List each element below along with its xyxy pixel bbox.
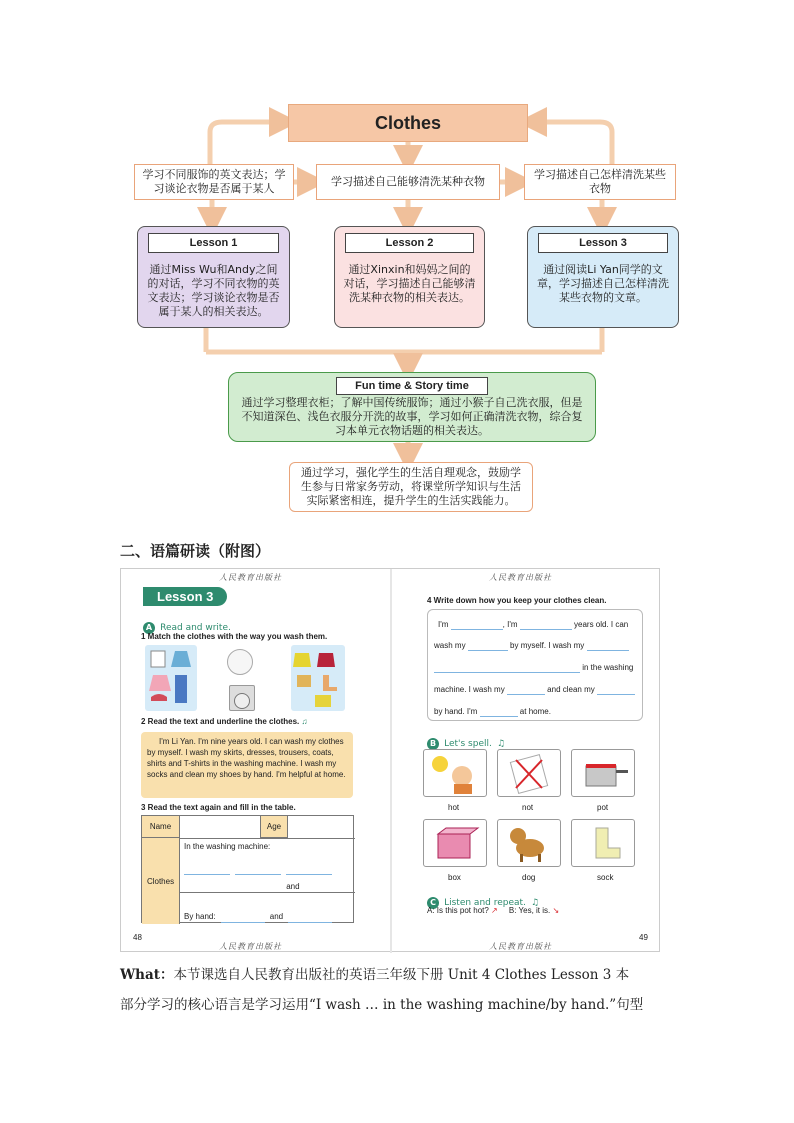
audio-icon-b: ♫ bbox=[496, 739, 506, 749]
page-number-left: 48 bbox=[133, 933, 142, 942]
write-wash-my: wash my bbox=[434, 641, 466, 650]
spell-word-box: box bbox=[448, 873, 461, 882]
table-age-header: Age bbox=[260, 816, 288, 838]
write-line-3 bbox=[434, 662, 633, 673]
socks-shoes-icon bbox=[291, 645, 345, 711]
write-box bbox=[427, 609, 643, 721]
table-machine-label: In the washing machine: bbox=[184, 842, 271, 851]
paragraph-line-2: 部分学习的核心语言是学习运用“I wash … in the washing machine/by hand.”句型 bbox=[120, 997, 644, 1013]
write-line-5 bbox=[434, 706, 551, 717]
question-1: 1 Match the clothes with the way you wash them. bbox=[141, 632, 328, 641]
lesson-3-head: Lesson 3 bbox=[538, 233, 668, 253]
textbook-spread bbox=[120, 568, 660, 952]
page-divider bbox=[390, 569, 392, 953]
clothes-picture-left bbox=[145, 645, 197, 711]
lesson-1-box bbox=[137, 226, 290, 328]
write-im-2: I'm bbox=[507, 620, 518, 629]
table-name-header: Name bbox=[142, 816, 180, 838]
write-years: years old. I can bbox=[574, 620, 629, 629]
table-machine-and: and bbox=[286, 882, 300, 891]
question-2-text: 2 Read the text and underline the clothes. bbox=[141, 717, 300, 726]
falling-intonation-icon: ↘ bbox=[552, 906, 560, 915]
section-b-badge: B bbox=[427, 738, 439, 750]
section-c-badge: C bbox=[427, 897, 439, 909]
write-line-1: I'm , I'm years old. I can bbox=[438, 620, 629, 629]
write-line-4 bbox=[434, 684, 635, 695]
sock-picture bbox=[571, 819, 635, 867]
table-clothes-header: Clothes bbox=[142, 838, 180, 924]
name-blank bbox=[186, 820, 256, 839]
not-picture bbox=[497, 749, 561, 797]
what-label: What： bbox=[120, 967, 174, 983]
write-at-home: at home. bbox=[519, 707, 551, 716]
publisher-mark-left-bottom: 人民教育出版社 bbox=[219, 942, 282, 951]
lesson-1-head: Lesson 1 bbox=[148, 233, 279, 253]
spell-word-dog: dog bbox=[522, 873, 536, 882]
machine-blanks-row-2 bbox=[184, 874, 351, 893]
paragraph-line-1 bbox=[120, 960, 676, 990]
fun-story-box bbox=[228, 372, 596, 442]
write-by-hand: by hand. I'm bbox=[434, 707, 478, 716]
audio-icon: ♫ bbox=[301, 717, 308, 726]
section-b-heading bbox=[427, 731, 505, 750]
table-hand-label: By hand: bbox=[184, 912, 216, 921]
hand-wash-icon bbox=[227, 649, 253, 675]
spell-word-hot: hot bbox=[448, 803, 460, 812]
lesson-3-text: 通过阅读Li Yan同学的文章，学习描述自己怎样清洗某些衣物的文章。 bbox=[537, 263, 669, 304]
washing-machine-icon bbox=[229, 685, 255, 711]
question-3: 3 Read the text again and fill in the table. bbox=[141, 803, 296, 812]
hand-row bbox=[184, 904, 332, 923]
section-a-badge: A bbox=[143, 622, 155, 634]
listen-b: B: Yes, it is. bbox=[508, 906, 551, 915]
mindmap-title: Clothes bbox=[288, 104, 528, 142]
publisher-mark-left: 人民教育出版社 bbox=[219, 573, 282, 582]
box-icon bbox=[424, 820, 486, 866]
dog-picture bbox=[497, 819, 561, 867]
lesson-2-text: 通过Xinxin和妈妈之间的对话，学习描述自己能够清洗某种衣物的相关表达。 bbox=[343, 263, 476, 304]
spell-word-sock: sock bbox=[597, 873, 614, 882]
reading-passage: I'm Li Yan. I'm nine years old. I can wash my clothes by myself. I wash my skirts, dresses, trousers, coats, shirts and T-shirts in the washing machine. I wash my socks and clean my shoes by hand. I'm helpful at home. bbox=[141, 732, 353, 798]
summary-box: 通过学习，强化学生的生活自理观念，鼓励学生参与日常家务劳动，将课堂所学知识与生活实际紧密相连，提升学生的生活实践能力。 bbox=[289, 462, 533, 512]
clothes-picture-right bbox=[291, 645, 345, 711]
hot-picture bbox=[423, 749, 487, 797]
age-blank bbox=[294, 820, 344, 839]
machine-blanks-row-1 bbox=[184, 856, 332, 875]
sun-boy-icon bbox=[424, 750, 486, 796]
listen-line bbox=[427, 906, 559, 915]
dress-shirt-icon bbox=[145, 645, 197, 711]
audio-icon-c: ♫ bbox=[531, 898, 540, 908]
write-machine: machine. I wash my bbox=[434, 685, 505, 694]
section-a-title: Read and write. bbox=[160, 623, 231, 633]
spell-word-not: not bbox=[522, 803, 534, 812]
fun-story-text: 通过学习整理衣柜；了解中国传统服饰；通过小猴子自己洗衣服，但是不知道深色、浅色衣服分开洗的故事，学习如何正确清洗衣物，综合复习本单元衣物话题的相关表达。 bbox=[241, 396, 583, 437]
publisher-mark-right: 人民教育出版社 bbox=[489, 573, 552, 582]
spell-word-pot: pot bbox=[597, 803, 609, 812]
write-in-washing: in the washing bbox=[582, 663, 634, 672]
write-im: I'm bbox=[438, 620, 449, 629]
goal-1: 学习不同服饰的英文表达；学习谈论衣物是否属于某人 bbox=[134, 164, 294, 200]
what-text-1: 本节课选自人民教育出版社的英语三年级下册 Unit 4 Clothes Lesson 3 本 bbox=[173, 967, 630, 983]
fun-story-head: Fun time & Story time bbox=[336, 377, 488, 395]
box-picture bbox=[423, 819, 487, 867]
pot-icon bbox=[572, 750, 634, 796]
lesson-pill: Lesson 3 bbox=[143, 587, 227, 606]
lesson-2-head: Lesson 2 bbox=[345, 233, 474, 253]
write-by-myself: by myself. I wash my bbox=[510, 641, 585, 650]
listen-a: A: Is this pot hot? bbox=[427, 906, 489, 915]
sock-icon bbox=[572, 820, 634, 866]
lesson-3-box bbox=[527, 226, 679, 328]
question-4: 4 Write down how you keep your clothes clean. bbox=[427, 596, 607, 605]
question-2 bbox=[141, 717, 308, 726]
rising-intonation-icon: ↗ bbox=[491, 906, 498, 915]
goal-2: 学习描述自己能够清洗某种衣物 bbox=[316, 164, 500, 200]
pot-picture bbox=[571, 749, 635, 797]
write-line-2 bbox=[434, 640, 629, 651]
lesson-1-text: 通过Miss Wu和Andy之间的对话，学习不同衣物的英文表达；学习谈论衣物是否属于某人的相关表达。 bbox=[147, 263, 280, 318]
lesson-2-box bbox=[334, 226, 485, 328]
fill-table bbox=[141, 815, 354, 923]
dog-icon bbox=[498, 820, 560, 866]
cross-paper-icon bbox=[498, 750, 560, 796]
write-clean-my: and clean my bbox=[547, 685, 595, 694]
goal-3: 学习描述自己怎样清洗某些衣物 bbox=[524, 164, 676, 200]
table-hand-and: and bbox=[269, 912, 284, 921]
section-b-title: Let's spell. bbox=[444, 739, 492, 749]
page-number-right: 49 bbox=[639, 933, 648, 942]
publisher-mark-right-bottom: 人民教育出版社 bbox=[489, 942, 552, 951]
section-c-title: Listen and repeat. bbox=[444, 898, 526, 908]
section-heading: 二、语篇研读（附图） bbox=[120, 542, 271, 560]
